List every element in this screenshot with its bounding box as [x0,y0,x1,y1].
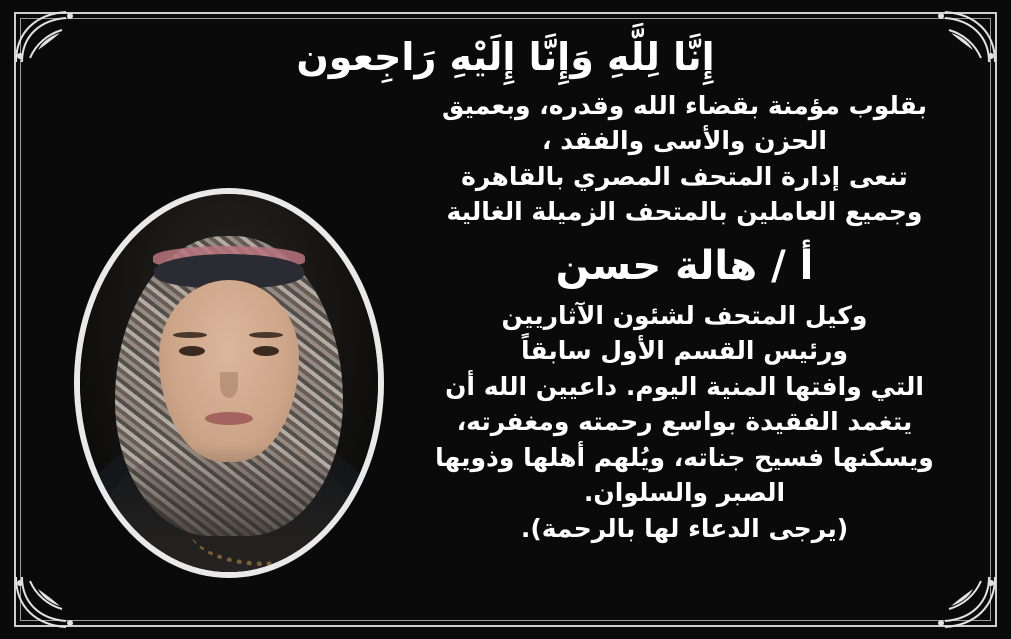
body-line: التي وافتها المنية اليوم. داعيين الله أن [445,371,924,401]
portrait-frame [74,188,384,578]
headline-quran-verse: إِنَّا لِلَّهِ وَإِنَّا إِلَيْهِ رَاجِعون [296,35,715,79]
intro-line: وجميع العاملين بالمتحف الزميلة الغالية [446,197,923,226]
portrait-mouth [205,412,253,425]
deceased-name: أ / هالة حسن [555,242,814,289]
body-area [34,88,977,626]
intro-line: بقلوب مؤمنة بقضاء الله وقدره، وبعميق [442,90,927,120]
body-line: الصبر والسلوان. [583,478,786,507]
title-line: ورئيس القسم الأول سابقاً [520,336,849,365]
title-line: وكيل المتحف لشئون الآثاريين [501,300,868,330]
portrait-eyebrow-left [173,332,207,338]
intro-line: تنعى إدارة المتحف المصري بالقاهرة [461,161,908,191]
portrait-eye-left [179,346,205,356]
portrait-nose [220,372,238,398]
message-text-column [402,88,967,547]
portrait-eyebrow-right [249,332,283,338]
body-line-prayer-request: (يرجى الدعاء لها بالرحمة). [520,513,849,543]
body-line: ويسكنها فسيح جناته، ويُلهم أهلها وذويها [435,442,934,472]
portrait-photo [74,188,384,578]
body-line: يتغمد الفقيدة بواسع رحمته ومغفرته، [456,407,913,436]
portrait-necklace [189,491,339,566]
portrait-eye-right [253,346,279,356]
intro-line: الحزن والأسى والفقد ، [542,126,827,155]
